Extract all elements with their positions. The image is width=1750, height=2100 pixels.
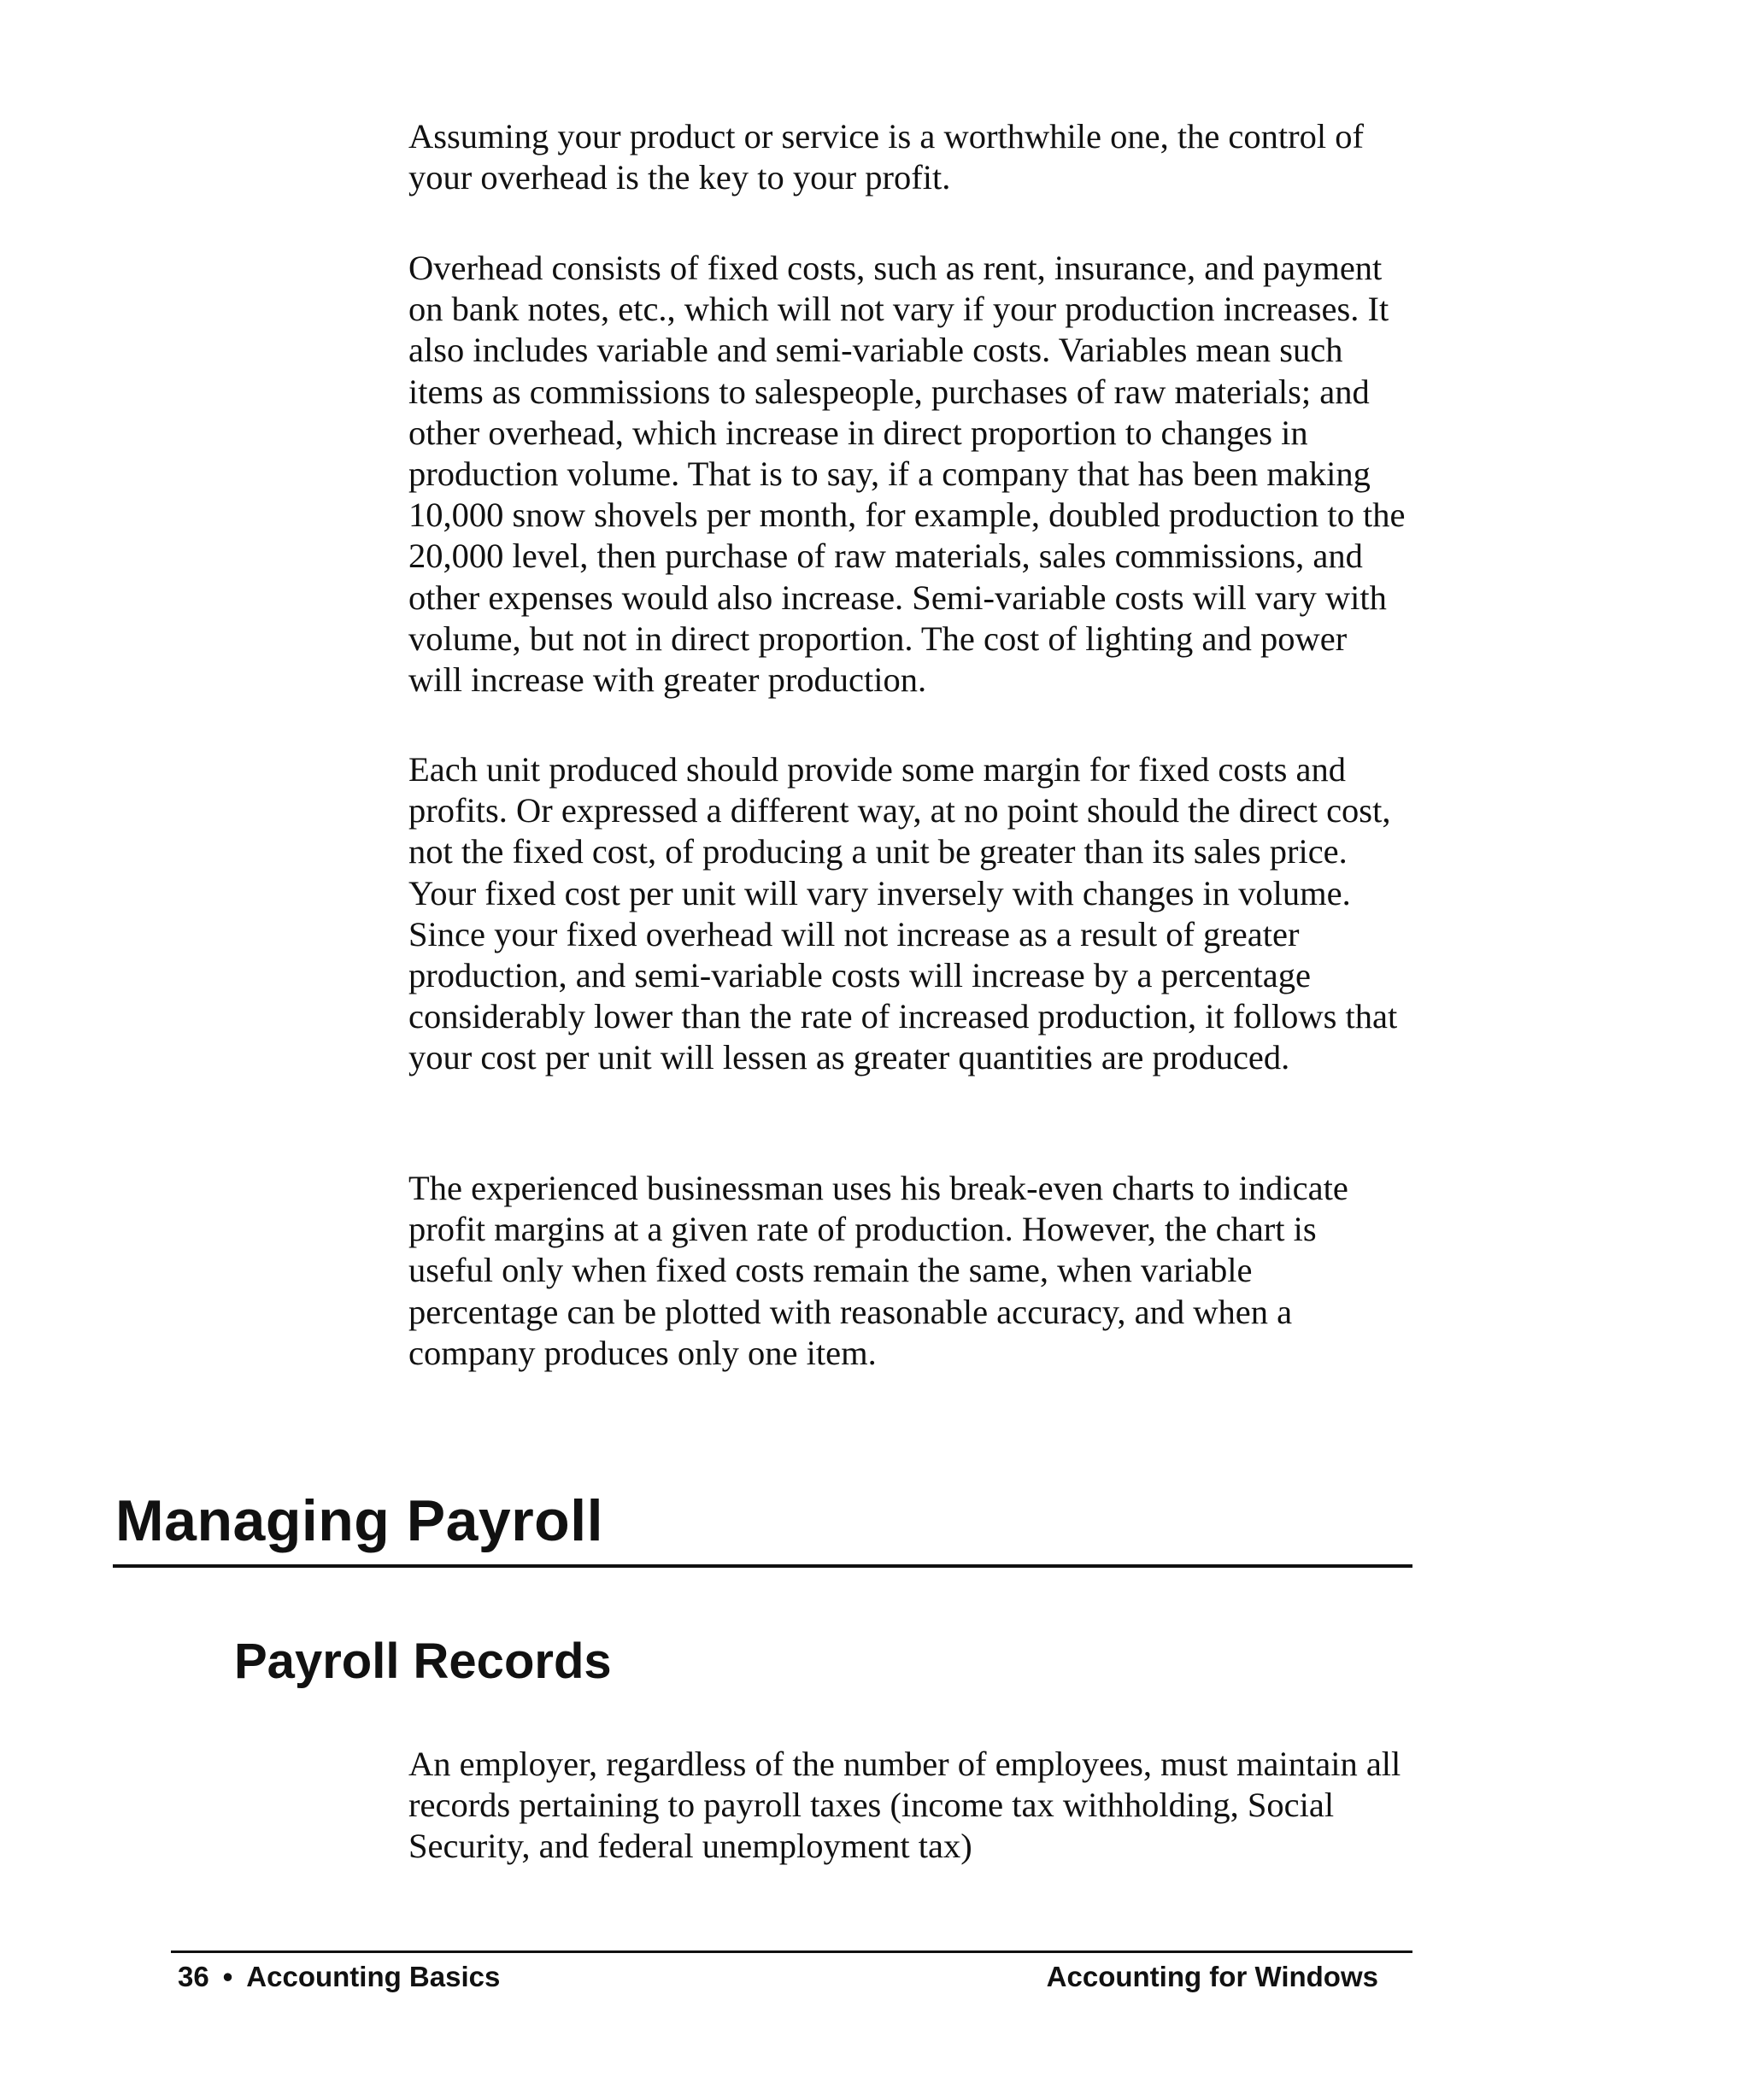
footer-left — [178, 1960, 500, 1994]
footer-chapter: Accounting Basics — [246, 1961, 501, 1992]
body-paragraph-overhead-key: Assuming your product or service is a worthwhile one, the control of your overhead is the key to your profit. — [408, 117, 1365, 197]
body-paragraph-payroll-records: An employer, regardless of the number of employees, must maintain all records pertaining to payroll taxes (income tax withholding, Social Security, and federal unemployment tax) — [408, 1745, 1401, 1866]
section-heading-rule — [113, 1564, 1412, 1568]
section-heading: Managing Payroll — [115, 1488, 603, 1553]
body-paragraph-unit-margin: Each unit produced should provide some margin for fixed costs and profits. Or expressed a different way, at no point should the direct cost, not the fixed cost, of producing a unit be greater than its sales price. Your fixed cost per unit will vary inversely with changes in volume. Since your fixed overhead will not increase as a result of greater production, and semi-variable costs will increase by a percentage considerably lower than the rate of increased production, it follows that your cost per unit will lessen as greater quantities are produced. — [408, 750, 1398, 1077]
body-paragraph-break-even: The experienced businessman uses his break-even charts to indicate profit margins at a given rate of production. However, the chart is useful only when fixed costs remain the same, when variable percentage can be plotted with reasonable accuracy, and when a company produces only one item. — [408, 1169, 1348, 1372]
footer-rule — [171, 1950, 1412, 1953]
subsection-heading: Payroll Records — [234, 1634, 612, 1689]
footer-separator: • — [222, 1961, 233, 1992]
footer-book-title: Accounting for Windows — [1046, 1961, 1378, 1992]
body-paragraph-overhead-costs: Overhead consists of fixed costs, such as rent, insurance, and payment on bank notes, etc., which will not vary if your production increases. It also includes variable and semi-variable costs. Variables mean such items as commissions to salespeople, purchases of raw materials; and other overhead, which increase in direct proportion to changes in production volume. That is to say, if a company that has been making 10,000 snow shovels per month, for example, doubled production to the 20,000 level, then purchase of raw materials, sales commissions, and other expenses would also increase. Semi-variable costs will vary with volume, but not in direct proportion. The cost of lighting and power will increase with greater production. — [408, 249, 1406, 700]
footer-page-number: 36 — [178, 1961, 209, 1992]
